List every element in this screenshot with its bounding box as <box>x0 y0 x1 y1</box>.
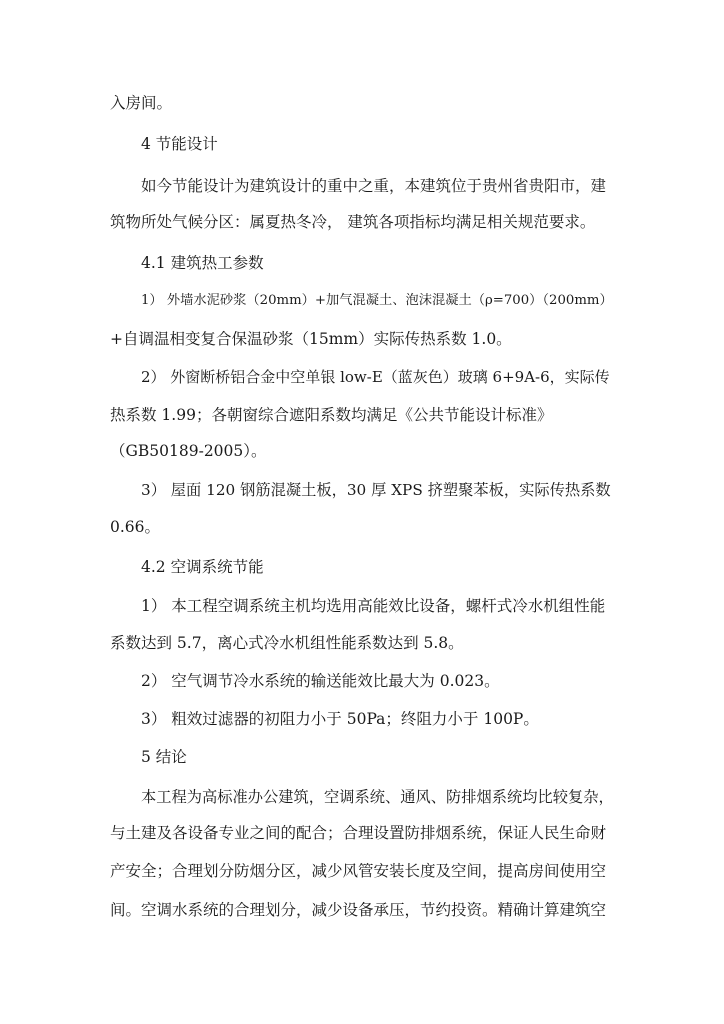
subsection-heading-thermal-parameters: 4.1 建筑热工参数 <box>141 254 264 272</box>
paragraph-line: 间。空调水系统的合理划分，减少设备承压，节约投资。精确计算建筑空 <box>110 901 607 919</box>
list-item-line: 1） 外墙水泥砂浆（20mm）+加气混凝土、泡沫混凝土（ρ=700）（200mm） <box>141 293 613 308</box>
section-heading-energy-saving-design: 4 节能设计 <box>141 135 218 153</box>
text-line-continuation: 入房间。 <box>110 94 173 112</box>
list-item-line: 3） 粗效过滤器的初阻力小于 50Pa；终阻力小于 100P。 <box>141 710 539 728</box>
list-item-line: 3） 屋面 120 钢筋混凝土板，30 厚 XPS 挤塑聚苯板，实际传热系数 <box>141 481 611 499</box>
list-item-line: 2） 空气调节冷水系统的输送能效比最大为 0.023。 <box>141 672 500 690</box>
section-heading-conclusion: 5 结论 <box>141 748 187 766</box>
list-item-line: 1） 本工程空调系统主机均选用高能效比设备，螺杆式冷水机组性能 <box>141 597 606 615</box>
paragraph-line: 如今节能设计为建筑设计的重中之重，本建筑位于贵州省贵阳市，建 <box>141 177 607 195</box>
list-item-line: +自调温相变复合保温砂浆（15mm）实际传热系数 1.0。 <box>110 330 512 348</box>
paragraph-line: 产安全；合理划分防烟分区，减少风管安装长度及空间，提高房间使用空 <box>110 862 607 880</box>
subsection-heading-hvac-energy-saving: 4.2 空调系统节能 <box>141 558 264 576</box>
list-item-line: 2） 外窗断桥铝合金中空单银 low-E（蓝灰色）玻璃 6+9A-6，实际传 <box>141 368 610 386</box>
paragraph-line: 与土建及各设备专业之间的配合；合理设置防排烟系统，保证人民生命财 <box>110 824 607 842</box>
paragraph-line: 本工程为高标准办公建筑，空调系统、通风、防排烟系统均比较复杂， <box>141 788 614 806</box>
list-item-line: 系数达到 5.7，离心式冷水机组性能系数达到 5.8。 <box>110 634 464 652</box>
paragraph-line: 筑物所处气候分区：属夏热冬冷， 建筑各项指标均满足相关规范要求。 <box>110 213 596 231</box>
list-item-line: 热系数 1.99；各朝窗综合遮阳系数均满足《公共节能设计标准》 <box>110 406 553 424</box>
list-item-line: （GB50189-2005）。 <box>110 442 267 460</box>
list-item-line: 0.66。 <box>110 518 161 536</box>
